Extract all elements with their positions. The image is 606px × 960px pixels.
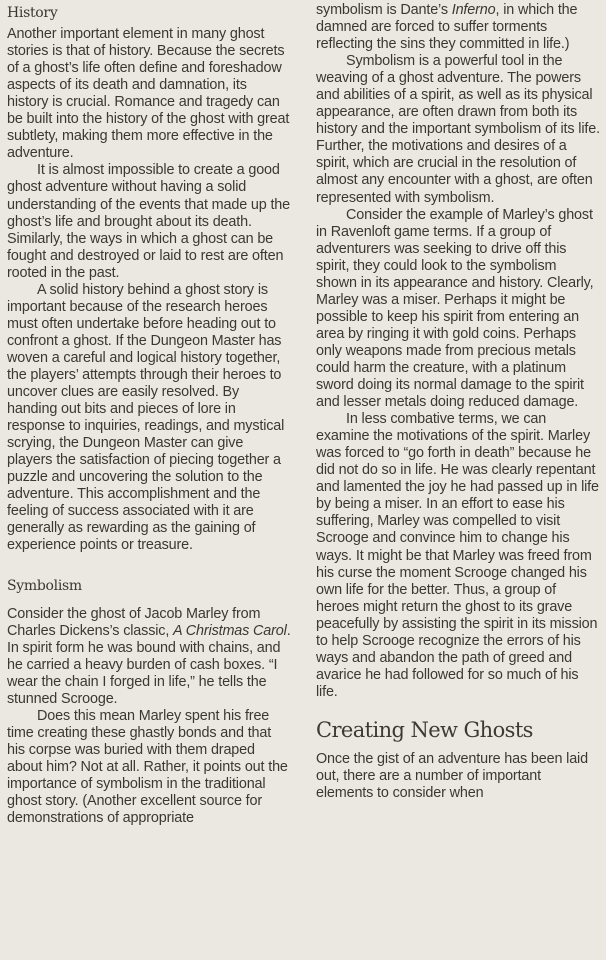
right-paragraph-1: Symbolism is a powerful tool in the weaving of a ghost adventure. The powers and abilities of a spirit, as well as its physical appearance, are often drawn from both its history and the important symbolism of its life. Further, the motivations and desires of a spirit, which are crucial in the resolution of almost any encounter with a ghost, are often represented with symbolism.	[316, 53, 600, 206]
right-paragraph-3: In less combative terms, we can examine the motivations of the spirit. Marley was forced to “go forth in death” because he did not do so in life. He was clearly repentant and lamented the joy he had passed up in life by being a miser. In an effort to ease his suffering, Marley was compelled to visit Scrooge and convince him to change his ways. It might be that Marley was freed from his curse the moment Scrooge changed his own life for the better. Thus, a group of heroes might return the ghost to its grave peacefully by assisting the spirit in its mission to help Scrooge recognize the errors of his ways and abandon the path of greed and avarice he had followed for so much of his life.	[316, 411, 599, 700]
symbolism-paragraph-2: Does this mean Marley spent his free time creating these ghastly bonds and that his corpse was buried with them draped about him? Not at all. Rather, it points out the importance of symbolism in the traditional ghost story. (Another excellent source for demonstrations of appropriate	[7, 707, 288, 827]
right-paragraph-2: Consider the example of Marley’s ghost in Ravenloft game terms. If a group of adventurers was seeking to drive off this spirit, they could look to the symbolism shown in its appearance and history. Clearly, Marley was a miser. Perhaps it might be possible to keep his spirit from entering an area by ringing it with gold coins. Perhaps only weapons made from precious metals could harm the creature, with a platinum sword doing its normal damage to the spirit and lesser metals doing reduced damage.	[316, 206, 594, 411]
left-column	[7, 2, 291, 827]
symbolism-paragraph-1	[7, 606, 291, 708]
symbolism-p1-text-b: . In spirit form he was bound with chains, and he carried a heavy burden of cash boxes. “I wear the chain I forged in life,” he tells the stunned Scrooge.	[7, 622, 291, 707]
book-title-christmas-carol: A Christmas Carol	[173, 622, 287, 639]
continued-paragraph	[316, 2, 600, 53]
history-paragraph-3: A solid history behind a ghost story is important because of the research heroes must often undertake before heading out to confront a ghost. If the Dungeon Master has woven a careful and logical history together, the players’ attempts through their heroes to uncover clues are easily resolved. By handing out bits and pieces of lore in response to inquiries, readings, and mystical scrying, the Dungeon Master can give players the satisfaction of piecing together a puzzle and uncovering the solution to the adventure. This accomplishment and the feeling of success associated with it are generally as rewarding as the gaining of experience points or treasure.	[7, 281, 285, 554]
history-paragraph-1: Another important element in many ghost stories is that of history. Because the secrets of a ghost’s life often define and foreshadow aspects of its death and damnation, its history is crucial. Romance and tragedy can be built into the history of the ghost with great subtlety, making them more effective in the adventure.	[7, 26, 290, 162]
history-paragraph-2: It is almost impossible to create a good ghost adventure without having a solid understanding of the events that made up the ghost’s life and brought about its death. Similarly, the ways in which a ghost can be fought and destroyed or laid to rest are often rooted in the past.	[7, 162, 291, 281]
symbolism-p1-text-a: Consider the ghost of Jacob Marley from Charles Dickens’s classic,	[7, 605, 261, 639]
right-column	[316, 2, 600, 802]
history-heading: History	[7, 5, 58, 21]
book-title-inferno: Inferno	[451, 2, 496, 18]
symbolism-heading: Symbolism	[7, 577, 82, 594]
continued-text-b: , in which the damned are forced to suffer torments reflecting the sins they committed in life.)	[316, 2, 578, 53]
continued-text-a: symbolism is Dante’s	[316, 2, 452, 18]
creating-new-ghosts-heading: Creating New Ghosts	[316, 717, 533, 742]
creating-ghosts-intro: Once the gist of an adventure has been laid out, there are a number of important elements to consider when	[316, 750, 588, 802]
